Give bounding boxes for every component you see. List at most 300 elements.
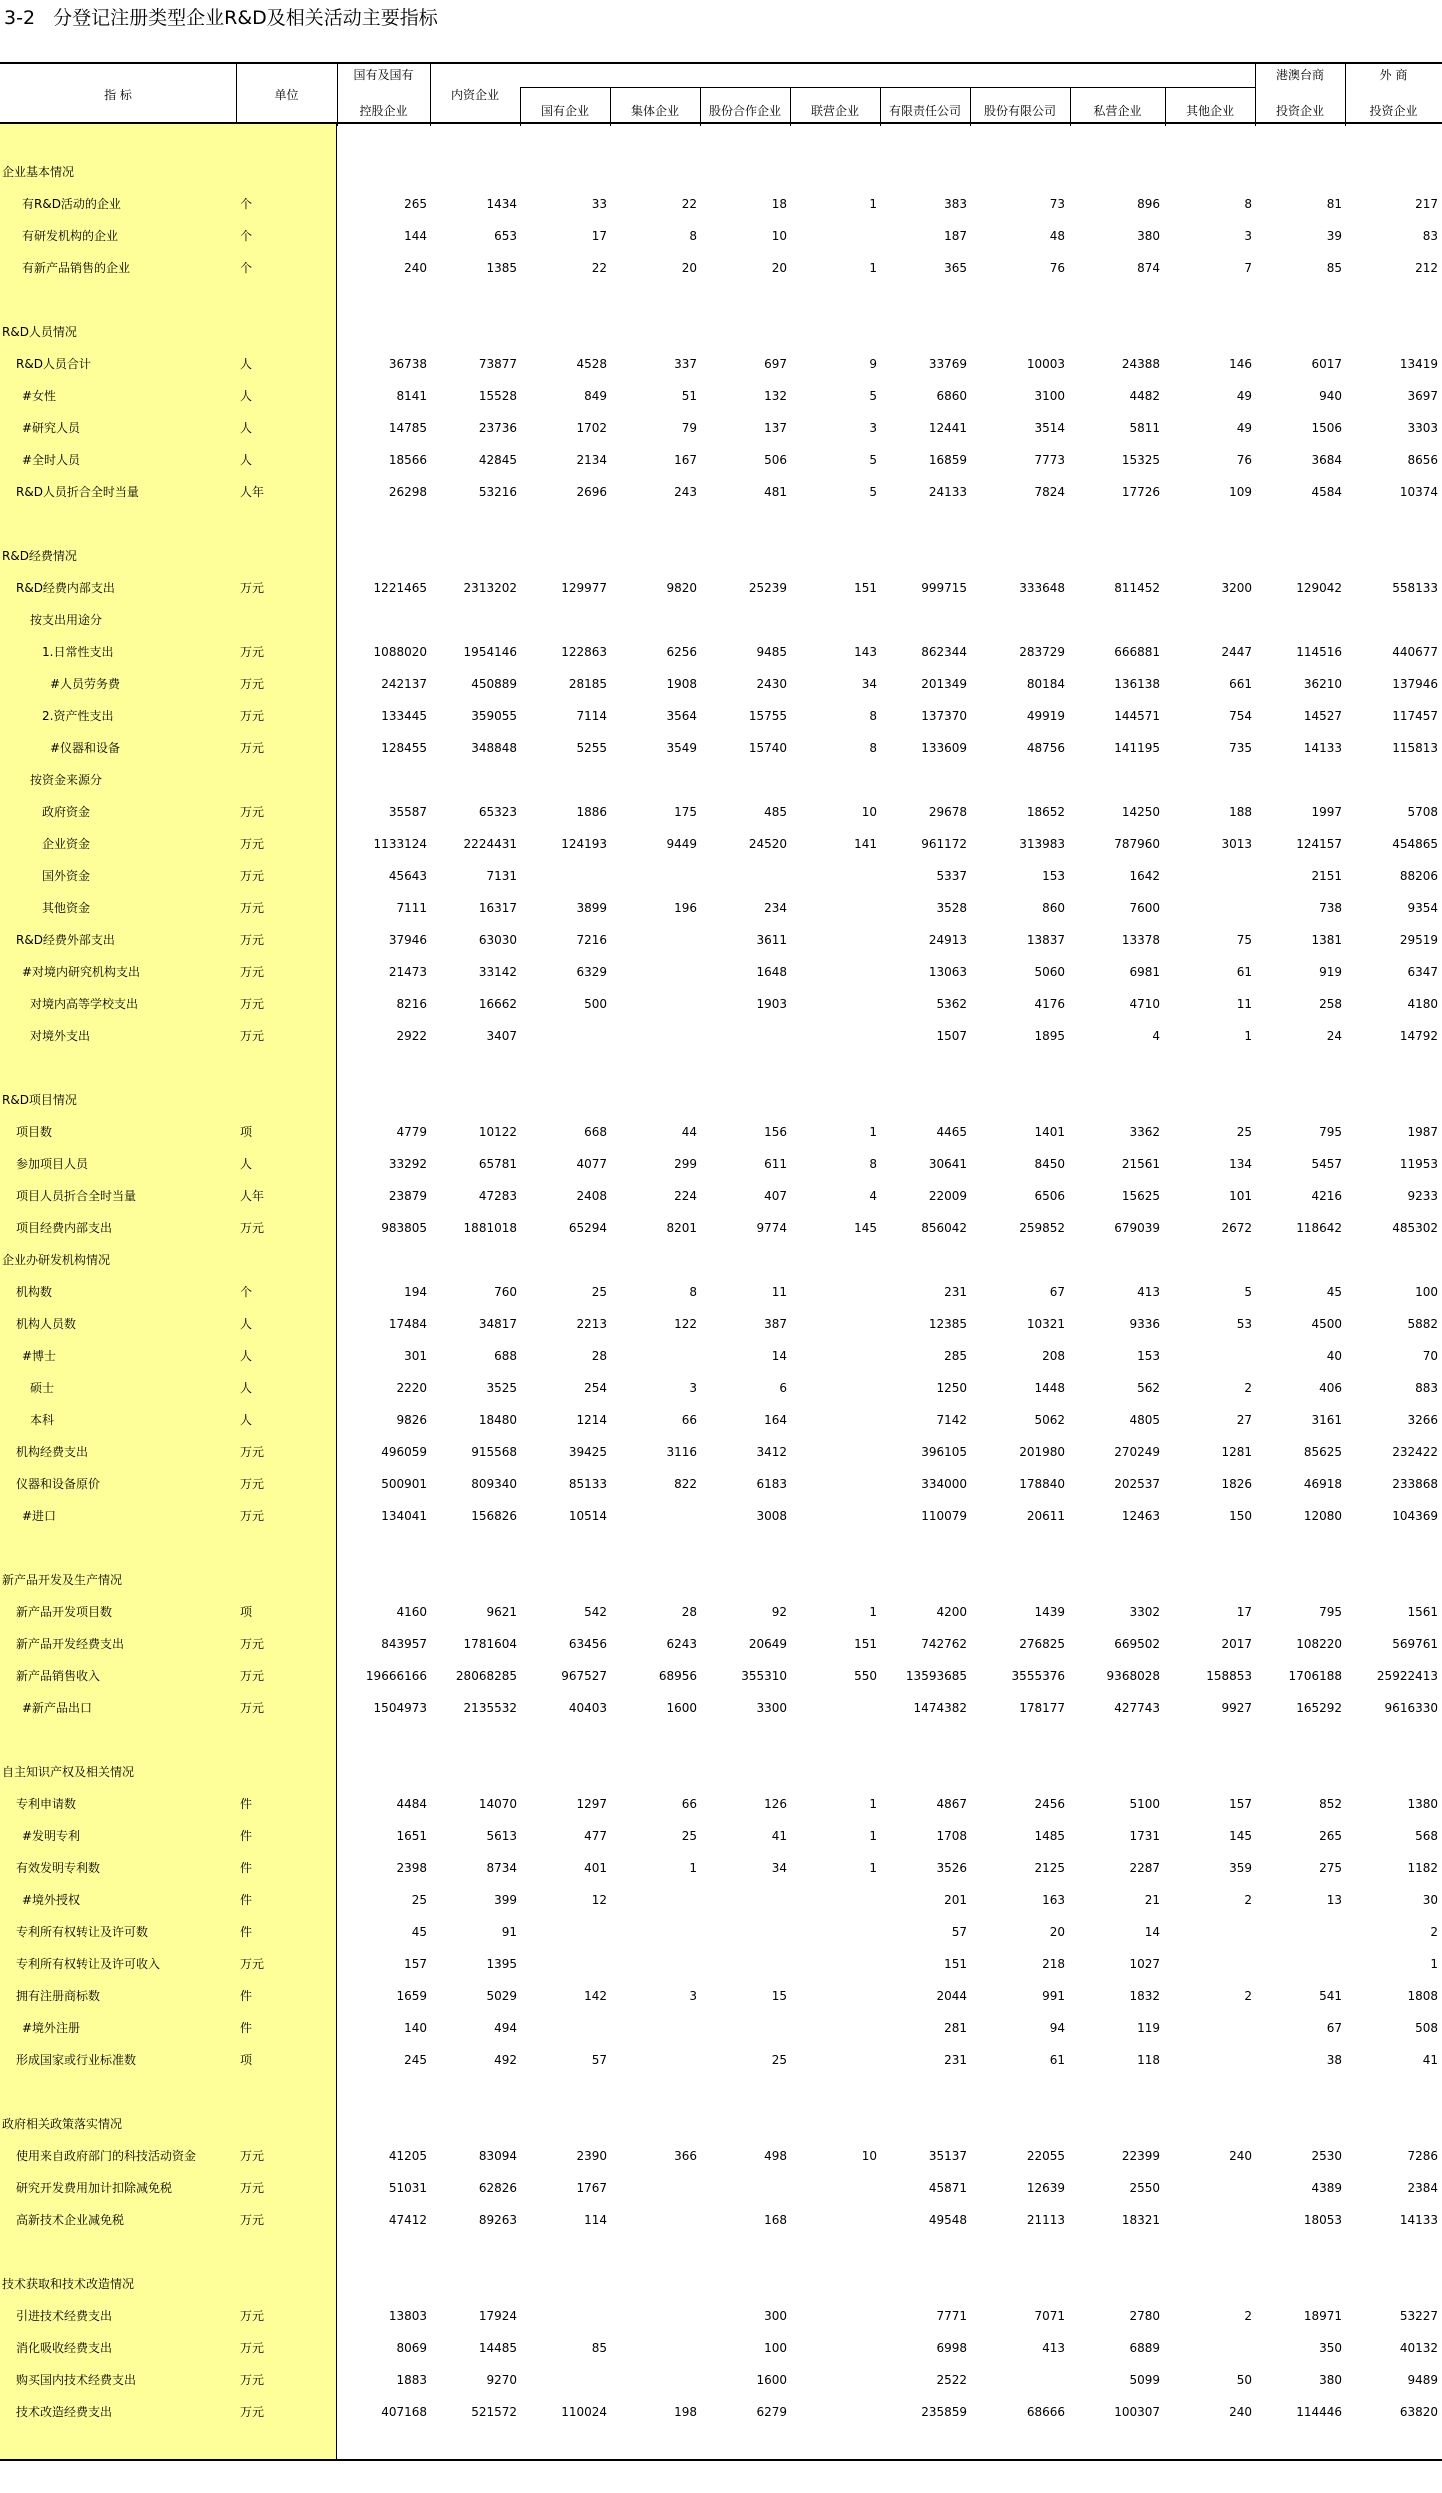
table-cell: 151 [854, 581, 877, 595]
row-label: R&D人员折合全时当量 [16, 485, 139, 499]
table-cell: 7114 [576, 709, 607, 723]
table-cell: 141 [854, 837, 877, 851]
row-label: #博士 [22, 1349, 57, 1363]
table-cell: 115813 [1392, 741, 1438, 755]
table-cell: 144571 [1114, 709, 1160, 723]
table-cell: 240 [1229, 2149, 1252, 2163]
table-cell: 396105 [921, 1445, 967, 1459]
section-heading: R&D人员情况 [2, 325, 77, 339]
row-unit: 万元 [240, 933, 265, 947]
table-bottom-rule [0, 2459, 1442, 2461]
row-unit: 件 [240, 1925, 253, 1939]
table-cell: 18971 [1303, 2309, 1342, 2323]
row-label: #女性 [22, 389, 57, 403]
table-cell: 144 [404, 229, 427, 243]
row-unit: 人年 [240, 485, 265, 499]
table-cell: 1642 [1129, 869, 1160, 883]
table-cell: 15625 [1121, 1189, 1160, 1203]
table-cell: 10 [861, 805, 877, 819]
table-cell: 2 [1244, 1381, 1252, 1395]
table-cell: 4584 [1311, 485, 1342, 499]
table-cell: 245 [404, 2053, 427, 2067]
table-cell: 33142 [478, 965, 517, 979]
table-cell: 3 [689, 1381, 697, 1395]
table-cell: 407168 [381, 2405, 427, 2419]
table-cell: 2 [1244, 1989, 1252, 2003]
table-cell: 20 [1049, 1925, 1065, 1939]
table-cell: 21561 [1121, 1157, 1160, 1171]
table-cell: 13419 [1399, 357, 1438, 371]
table-cell: 9489 [1407, 2373, 1438, 2387]
table-cell: 157 [404, 1957, 427, 1971]
table-cell: 65323 [478, 805, 517, 819]
table-cell: 28 [681, 1605, 697, 1619]
header-limited-liability: 有限责任公司 [888, 104, 961, 118]
row-unit: 件 [240, 1861, 253, 1875]
table-cell: 5882 [1407, 1317, 1438, 1331]
table-cell: 333648 [1019, 581, 1065, 595]
header-unit: 单位 [274, 88, 299, 102]
table-cell: 157 [1229, 1797, 1252, 1811]
row-unit: 万元 [240, 709, 265, 723]
table-cell: 668 [584, 1125, 607, 1139]
table-cell: 401 [584, 1861, 607, 1875]
table-cell: 24133 [928, 485, 967, 499]
table-cell: 28 [591, 1349, 607, 1363]
table-cell: 738 [1319, 901, 1342, 915]
table-cell: 137 [764, 421, 787, 435]
row-label: 专利所有权转让及许可数 [16, 1925, 149, 1939]
table-cell: 8 [869, 709, 877, 723]
table-cell: 7111 [396, 901, 427, 915]
table-cell: 1214 [576, 1413, 607, 1427]
row-label: R&D经费内部支出 [16, 581, 115, 595]
table-cell: 7824 [1034, 485, 1065, 499]
row-unit: 件 [240, 2021, 253, 2035]
row-label: R&D人员合计 [16, 357, 91, 371]
table-cell: 568 [1415, 1829, 1438, 1843]
table-cell: 53216 [478, 485, 517, 499]
row-label: 新产品销售收入 [16, 1669, 101, 1683]
table-cell: 1381 [1311, 933, 1342, 947]
row-unit: 项 [240, 2053, 253, 2067]
table-cell: 150 [1229, 1509, 1252, 1523]
table-cell: 407 [764, 1189, 787, 1203]
row-unit: 件 [240, 1797, 253, 1811]
table-cell: 51031 [388, 2181, 427, 2195]
row-unit: 万元 [240, 2181, 265, 2195]
row-label: #对境内研究机构支出 [22, 965, 141, 979]
table-cell: 108220 [1296, 1637, 1342, 1651]
table-cell: 4500 [1311, 1317, 1342, 1331]
table-cell: 3549 [666, 741, 697, 755]
row-unit: 万元 [240, 1637, 265, 1651]
table-cell: 76 [1236, 453, 1252, 467]
table-cell: 6256 [666, 645, 697, 659]
table-cell: 856042 [921, 1221, 967, 1235]
table-cell: 33769 [928, 357, 967, 371]
table-cell: 9621 [486, 1605, 517, 1619]
section-heading: 技术获取和技术改造情况 [2, 2277, 135, 2291]
table-cell: 4176 [1034, 997, 1065, 1011]
table-cell: 126 [764, 1797, 787, 1811]
section-heading: 自主知识产权及相关情况 [2, 1765, 135, 1779]
table-cell: 212 [1415, 261, 1438, 275]
table-cell: 7216 [576, 933, 607, 947]
table-cell: 3200 [1221, 581, 1252, 595]
table-cell: 492 [494, 2053, 517, 2067]
table-cell: 14250 [1121, 805, 1160, 819]
table-cell: 67 [1049, 1285, 1065, 1299]
table-cell: 24913 [928, 933, 967, 947]
table-cell: 661 [1229, 677, 1252, 691]
table-cell: 5 [869, 485, 877, 499]
table-cell: 6860 [936, 389, 967, 403]
table-cell: 110024 [561, 2405, 607, 2419]
table-cell: 359055 [471, 709, 517, 723]
table-cell: 494 [494, 2021, 517, 2035]
table-cell: 500 [584, 997, 607, 1011]
table-cell: 822 [674, 1477, 697, 1491]
table-cell: 6981 [1129, 965, 1160, 979]
row-unit: 万元 [240, 1701, 265, 1715]
table-cell: 301 [404, 1349, 427, 1363]
table-cell: 11953 [1399, 1157, 1438, 1171]
table-cell: 47283 [478, 1189, 517, 1203]
table-cell: 145 [1229, 1829, 1252, 1843]
table-cell: 24520 [748, 837, 787, 851]
table-cell: 454865 [1392, 837, 1438, 851]
table-cell: 151 [944, 1957, 967, 1971]
row-unit: 万元 [240, 1957, 265, 1971]
table-cell: 735 [1229, 741, 1252, 755]
row-label: 有研发机构的企业 [22, 229, 119, 243]
table-cell: 3 [1244, 229, 1252, 243]
header-hmt-line1: 港澳台商 [1275, 68, 1324, 82]
table-cell: 3161 [1311, 1413, 1342, 1427]
table-cell: 2550 [1129, 2181, 1160, 2195]
table-cell: 66 [681, 1413, 697, 1427]
table-cell: 406 [1319, 1381, 1342, 1395]
table-cell: 558133 [1392, 581, 1438, 595]
table-cell: 9927 [1221, 1701, 1252, 1715]
table-cell: 265 [404, 197, 427, 211]
row-label: 专利申请数 [16, 1797, 77, 1811]
table-cell: 20611 [1026, 1509, 1065, 1523]
table-cell: 208 [1042, 1349, 1065, 1363]
table-cell: 40403 [568, 1701, 607, 1715]
table-cell: 450889 [471, 677, 517, 691]
table-cell: 242137 [381, 677, 427, 691]
table-cell: 3555376 [1011, 1669, 1065, 1683]
table-cell: 14527 [1303, 709, 1342, 723]
table-header [0, 62, 1442, 124]
table-cell: 2390 [576, 2149, 607, 2163]
table-cell: 5811 [1129, 421, 1160, 435]
table-cell: 4 [869, 1189, 877, 1203]
table-cell: 134 [1229, 1157, 1252, 1171]
table-cell: 5337 [936, 869, 967, 883]
row-label: 项目经费内部支出 [16, 1221, 113, 1235]
table-cell: 1 [869, 1861, 877, 1875]
table-cell: 4710 [1129, 997, 1160, 1011]
table-cell: 6279 [756, 2405, 787, 2419]
section-heading: 新产品开发及生产情况 [2, 1573, 123, 1587]
table-cell: 34 [771, 1861, 787, 1875]
table-cell: 1182 [1407, 1861, 1438, 1875]
row-label: 本科 [30, 1413, 55, 1427]
table-cell: 101 [1229, 1189, 1252, 1203]
table-cell: 33292 [388, 1157, 427, 1171]
table-cell: 2522 [936, 2373, 967, 2387]
table-cell: 83094 [478, 2149, 517, 2163]
table-cell: 940 [1319, 389, 1342, 403]
table-cell: 3899 [576, 901, 607, 915]
row-label: 专利所有权转让及许可收入 [16, 1957, 161, 1971]
table-cell: 85133 [568, 1477, 607, 1491]
table-cell: 42845 [478, 453, 517, 467]
header-share-holding: 股份有限公司 [983, 104, 1056, 118]
header-state-owned: 国有企业 [540, 104, 589, 118]
table-cell: 45 [1326, 1285, 1342, 1299]
table-cell: 4867 [936, 1797, 967, 1811]
table-cell: 485 [764, 805, 787, 819]
row-unit: 人 [240, 421, 253, 435]
table-cell: 53 [1236, 1317, 1252, 1331]
table-cell: 25 [681, 1829, 697, 1843]
table-cell: 919 [1319, 965, 1342, 979]
header-indicator: 指 标 [104, 88, 132, 102]
table-cell: 1448 [1034, 1381, 1065, 1395]
row-unit: 个 [240, 197, 253, 211]
table-cell: 2398 [396, 1861, 427, 1875]
table-cell: 231 [944, 1285, 967, 1299]
table-cell: 6347 [1407, 965, 1438, 979]
row-label: 有效发明专利数 [16, 1861, 101, 1875]
table-cell: 300 [764, 2309, 787, 2323]
row-unit: 万元 [240, 997, 265, 1011]
table-cell: 506 [764, 453, 787, 467]
row-unit: 万元 [240, 677, 265, 691]
table-cell: 3611 [756, 933, 787, 947]
table-cell: 240 [1229, 2405, 1252, 2419]
row-label: #进口 [22, 1509, 57, 1523]
table-cell: 3 [689, 1989, 697, 2003]
table-cell: 53227 [1399, 2309, 1438, 2323]
row-label: 其他资金 [42, 901, 91, 915]
row-label: 对境内高等学校支出 [30, 997, 139, 1011]
table-cell: 809340 [471, 1477, 517, 1491]
table-cell: 569761 [1392, 1637, 1438, 1651]
table-cell: 45 [411, 1925, 427, 1939]
table-cell: 5029 [486, 1989, 517, 2003]
table-cell: 6506 [1034, 1189, 1065, 1203]
table-cell: 194 [404, 1285, 427, 1299]
row-unit: 人 [240, 1349, 253, 1363]
header-private: 私营企业 [1093, 104, 1142, 118]
table-cell: 2135532 [463, 1701, 517, 1715]
table-cell: 153 [1042, 869, 1065, 883]
table-cell: 285 [944, 1349, 967, 1363]
table-cell: 258 [1319, 997, 1342, 1011]
table-cell: 7071 [1034, 2309, 1065, 2323]
row-label: 使用来自政府部门的科技活动资金 [16, 2149, 197, 2163]
table-cell: 1485 [1034, 1829, 1065, 1843]
table-cell: 235859 [921, 2405, 967, 2419]
table-cell: 3525 [486, 1381, 517, 1395]
table-cell: 1987 [1407, 1125, 1438, 1139]
row-unit: 万元 [240, 1509, 265, 1523]
table-cell: 20649 [748, 1637, 787, 1651]
table-cell: 128455 [381, 741, 427, 755]
table-cell: 33 [591, 197, 607, 211]
row-label: 机构经费支出 [16, 1445, 89, 1459]
table-cell: 12441 [928, 421, 967, 435]
table-cell: 49 [1236, 389, 1252, 403]
row-unit: 人年 [240, 1189, 265, 1203]
table-cell: 17 [1236, 1605, 1252, 1619]
page-title: 3-2 分登记注册类型企业R&D及相关活动主要指标 [4, 7, 438, 29]
table-cell: 231 [944, 2053, 967, 2067]
table-cell: 22009 [928, 1189, 967, 1203]
table-cell: 7773 [1034, 453, 1065, 467]
table-cell: 25 [411, 1893, 427, 1907]
table-cell: 1 [689, 1861, 697, 1875]
table-cell: 477 [584, 1829, 607, 1843]
table-cell: 136138 [1114, 677, 1160, 691]
row-label: 按支出用途分 [30, 613, 103, 627]
table-cell: 187 [944, 229, 967, 243]
table-cell: 178177 [1019, 1701, 1065, 1715]
table-cell: 5 [869, 453, 877, 467]
table-cell: 5613 [486, 1829, 517, 1843]
table-cell: 2672 [1221, 1221, 1252, 1235]
table-cell: 188 [1229, 805, 1252, 819]
table-cell: 1401 [1034, 1125, 1065, 1139]
table-cell: 14 [1144, 1925, 1160, 1939]
table-cell: 2313202 [463, 581, 517, 595]
table-cell: 29678 [928, 805, 967, 819]
table-cell: 7286 [1407, 2149, 1438, 2163]
table-cell: 140 [404, 2021, 427, 2035]
table-cell: 6243 [666, 1637, 697, 1651]
table-cell: 485302 [1392, 1221, 1438, 1235]
table-cell: 2134 [576, 453, 607, 467]
table-cell: 75 [1236, 933, 1252, 947]
table-cell: 129977 [561, 581, 607, 595]
table-cell: 118 [1137, 2053, 1160, 2067]
table-cell: 8201 [666, 1221, 697, 1235]
table-cell: 1708 [936, 1829, 967, 1843]
table-cell: 10514 [568, 1509, 607, 1523]
table-cell: 8141 [396, 389, 427, 403]
table-cell: 359 [1229, 1861, 1252, 1875]
table-cell: 94 [1049, 2021, 1065, 2035]
header-joint-operation: 联营企业 [810, 104, 859, 118]
table-cell: 68666 [1026, 2405, 1065, 2419]
table-cell: 9774 [756, 1221, 787, 1235]
row-unit: 万元 [240, 741, 265, 755]
table-cell: 35137 [928, 2149, 967, 2163]
table-cell: 9826 [396, 1413, 427, 1427]
table-cell: 8069 [396, 2341, 427, 2355]
table-cell: 8 [689, 1285, 697, 1299]
table-cell: 9616330 [1384, 1701, 1438, 1715]
table-cell: 3302 [1129, 1605, 1160, 1619]
row-unit: 人 [240, 1317, 253, 1331]
header-soe-line2: 控股企业 [359, 104, 408, 118]
table-cell: 562 [1137, 1381, 1160, 1395]
table-cell: 35587 [388, 805, 427, 819]
table-cell: 679039 [1114, 1221, 1160, 1235]
row-unit: 万元 [240, 2149, 265, 2163]
row-label: 参加项目人员 [16, 1157, 89, 1171]
table-cell: 1297 [576, 1797, 607, 1811]
row-unit: 件 [240, 1829, 253, 1843]
table-cell: 334000 [921, 1477, 967, 1491]
table-cell: 13063 [928, 965, 967, 979]
row-unit: 个 [240, 1285, 253, 1299]
table-cell: 2151 [1311, 869, 1342, 883]
row-label: 拥有注册商标数 [16, 1989, 101, 2003]
header-hmt-line2: 投资企业 [1275, 104, 1324, 118]
table-cell: 19666166 [365, 1669, 427, 1683]
table-cell: 2125 [1034, 1861, 1065, 1875]
table-cell: 153 [1137, 1349, 1160, 1363]
table-cell: 16662 [478, 997, 517, 1011]
table-cell: 49 [1236, 421, 1252, 435]
table-cell: 283729 [1019, 645, 1065, 659]
table-cell: 178840 [1019, 1477, 1065, 1491]
row-unit: 个 [240, 229, 253, 243]
table-cell: 18053 [1303, 2213, 1342, 2227]
table-cell: 1 [869, 1605, 877, 1619]
table-cell: 1954146 [463, 645, 517, 659]
row-unit: 万元 [240, 2213, 265, 2227]
table-cell: 1088020 [373, 645, 427, 659]
table-cell: 37946 [388, 933, 427, 947]
table-cell: 25 [771, 2053, 787, 2067]
table-cell: 3362 [1129, 1125, 1160, 1139]
table-cell: 165292 [1296, 1701, 1342, 1715]
table-cell: 143 [854, 645, 877, 659]
table-cell: 85 [591, 2341, 607, 2355]
table-cell: 2220 [396, 1381, 427, 1395]
header-joint-stock-coop: 股份合作企业 [708, 104, 781, 118]
table-cell: 2530 [1311, 2149, 1342, 2163]
table-cell: 18652 [1026, 805, 1065, 819]
table-cell: 427743 [1114, 1701, 1160, 1715]
table-cell: 5362 [936, 997, 967, 1011]
table-cell: 3100 [1034, 389, 1065, 403]
table-cell: 1474382 [913, 1701, 967, 1715]
table-cell: 137946 [1392, 677, 1438, 691]
table-cell: 81 [1326, 197, 1342, 211]
table-cell: 508 [1415, 2021, 1438, 2035]
row-unit: 人 [240, 1381, 253, 1395]
table-cell: 1250 [936, 1381, 967, 1395]
table-cell: 8216 [396, 997, 427, 1011]
table-cell: 158853 [1206, 1669, 1252, 1683]
table-cell: 65781 [478, 1157, 517, 1171]
table-cell: 17726 [1121, 485, 1160, 499]
table-cell: 201 [944, 1893, 967, 1907]
row-unit: 万元 [240, 805, 265, 819]
table-cell: 355310 [741, 1669, 787, 1683]
table-cell: 9820 [666, 581, 697, 595]
table-cell: 217 [1415, 197, 1438, 211]
table-cell: 2 [1244, 1893, 1252, 1907]
